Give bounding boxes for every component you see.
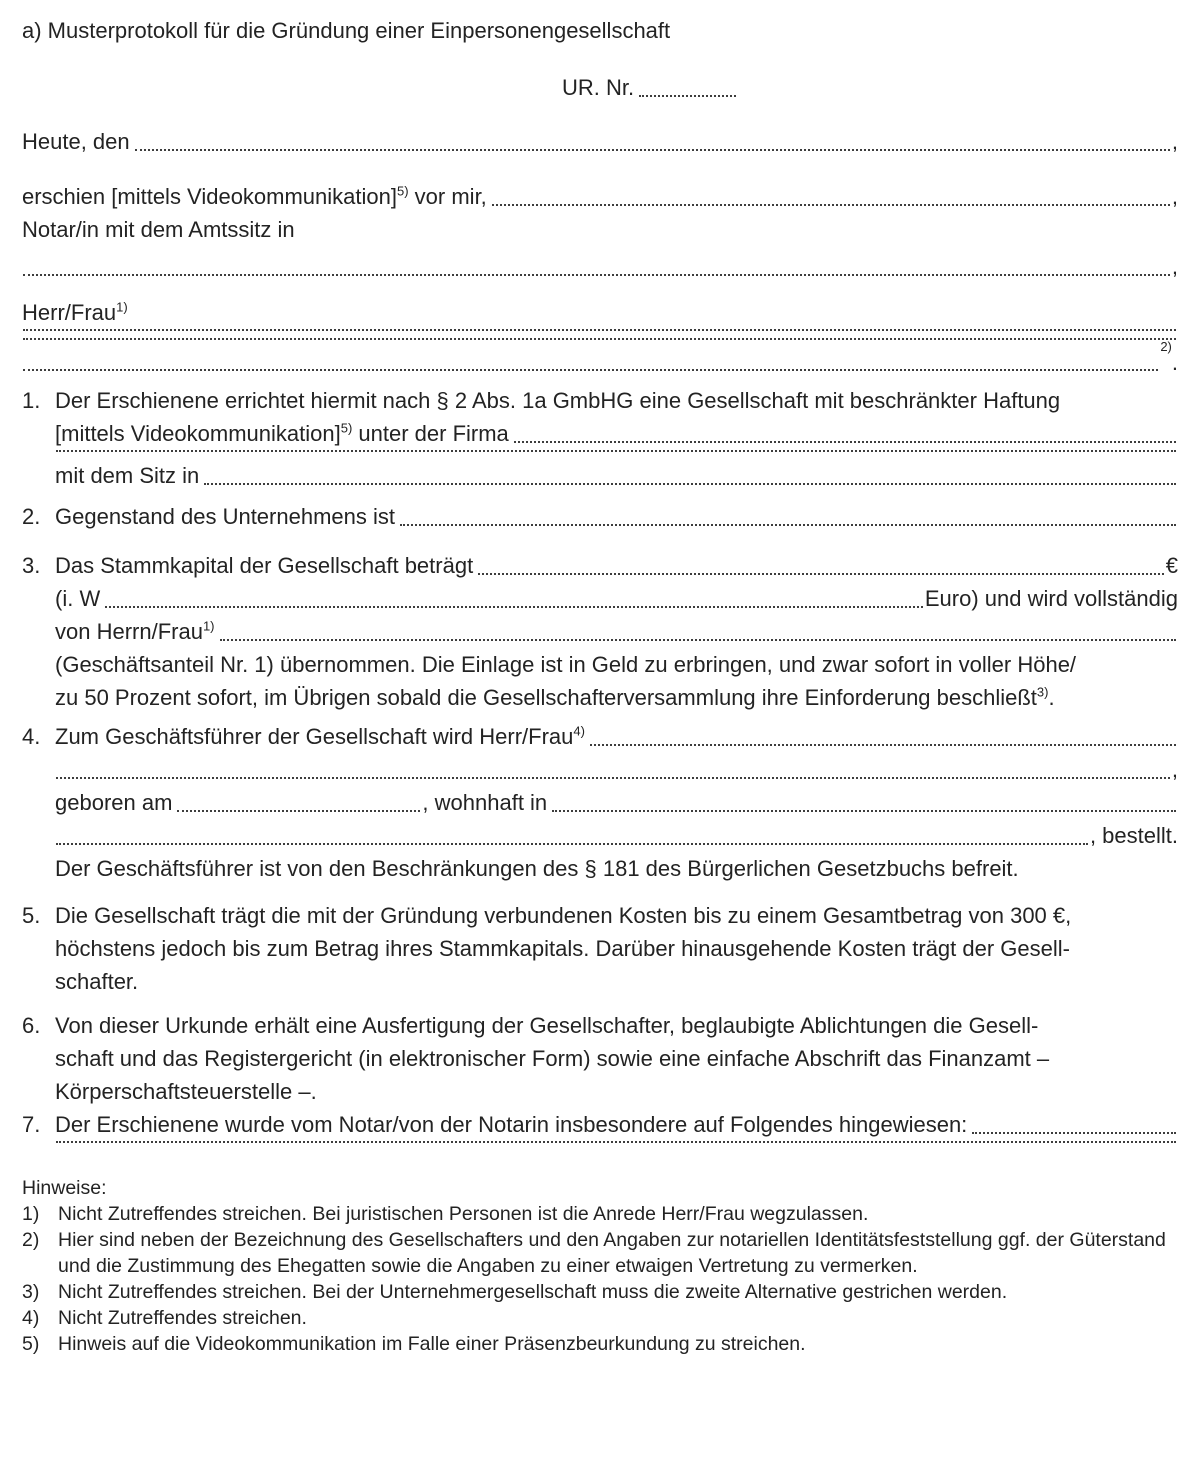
line-shareholder-blank-3 <box>22 339 1178 378</box>
fill-in-blank-notary-name <box>492 180 1170 206</box>
clause-1-line-1: Der Erschienene errichtet hiermit nach § 2 Abs. 1a GmbHG eine Gesellschaft mit beschränkter Haftung <box>55 388 1061 413</box>
footnote-row-1 <box>22 1201 1178 1227</box>
footnote-number: 5) <box>22 1333 40 1355</box>
footnote-row-3 <box>22 1279 1178 1305</box>
footnote-text: Nicht Zutreffendes streichen. <box>58 1307 307 1329</box>
clause-5-line-1: Die Gesellschaft trägt die mit der Gründung verbundenen Kosten bis zu einem Gesamtbetrag von 300 €, <box>55 903 1072 928</box>
clause-4 <box>22 720 1178 885</box>
footnote-ref-4: 4) <box>573 723 585 739</box>
clause-6-line-2: schaft und das Registergericht (in elektronischer Form) sowie eine einfache Abschrift das Finanzamt – <box>55 1046 1050 1071</box>
clause-7-line-2 <box>55 1141 1178 1150</box>
footnote-number: 2) <box>22 1229 40 1251</box>
fill-in-blank-notary-seat <box>23 250 1170 276</box>
clause-number: 5. <box>22 903 41 928</box>
clause-7-line-1: Der Erschienene wurde vom Notar/von der Notarin insbesondere auf Folgendes hingewiesen: <box>55 1108 1178 1141</box>
clause-6-line-1: Von dieser Urkunde erhält eine Ausfertigung der Gesellschafter, beglaubigte Ablichtungen die Gesell- <box>55 1013 1039 1038</box>
footnote-text: Nicht Zutreffendes streichen. Bei juristischen Personen ist die Anrede Herr/Frau wegzulassen. <box>58 1203 869 1225</box>
fill-in-blank-shareholder-2 <box>23 338 1176 340</box>
footnote-row-5 <box>22 1331 1178 1357</box>
fill-in-blank-advice-2 <box>56 1141 1176 1143</box>
appeared-label: erschien [mittels Videokommunikation]$^{5)}$ vor mir, <box>22 183 487 209</box>
clause-number: 3. <box>22 553 41 578</box>
line-suffix: . <box>1171 350 1178 375</box>
clause-5 <box>22 899 1178 998</box>
clause-number: 6. <box>22 1013 41 1038</box>
line-suffix: , bestellt. <box>1089 823 1178 848</box>
clause-3-line-3: von Herrn/Frau$^{1)}$ <box>55 615 1178 648</box>
euro-sign: € <box>1165 553 1178 578</box>
shareholder-label: Herr/Frau$^{1)}$ <box>22 299 128 325</box>
clause-number: 7. <box>22 1112 41 1137</box>
footnote-number: 1) <box>22 1203 40 1225</box>
ur-number-line <box>72 71 1200 104</box>
appearance-paragraph <box>22 180 1178 283</box>
clause-7 <box>22 1108 1178 1150</box>
line-shareholder-blank-1 <box>22 329 1178 338</box>
footnote-number: 3) <box>22 1281 40 1303</box>
footnote-row-2 <box>22 1227 1178 1279</box>
footnote-ref-3: 3) <box>1036 684 1049 700</box>
clause-6-line-3: Körperschaftsteuerstelle –. <box>55 1079 317 1104</box>
notary-seat-label: Notar/in mit dem Amtssitz in <box>22 217 295 242</box>
footnote-ref-1: 1) <box>202 618 215 634</box>
hinweise-section <box>22 1175 1178 1357</box>
page-title: a) Musterprotokoll für die Gründung einer Einpersonengesellschaft <box>22 18 671 43</box>
fill-in-blank-company-name-2 <box>56 450 1176 452</box>
clause-3-line-2: (i. W Euro) und wird vollständig <box>55 582 1178 615</box>
fill-in-blank-business-purpose <box>400 500 1176 526</box>
clause-3-line-5: zu 50 Prozent sofort, im Übrigen sobald die Gesellschafterversammlung ihre Einforderung beschließt$^{3)}$. <box>55 684 1055 710</box>
fill-in-blank-subscriber-name <box>220 615 1176 641</box>
fill-in-blank-ur-nr <box>639 71 736 97</box>
line-date <box>22 125 1178 158</box>
line-appeared <box>22 180 1178 213</box>
fill-in-blank-shareholder-1 <box>23 329 1176 331</box>
numbered-clauses <box>22 384 1178 1150</box>
footnote-text: Hinweis auf die Videokommunikation im Falle einer Präsenzbeurkundung zu streichen. <box>58 1333 806 1355</box>
date-label: Heute, den <box>22 129 130 154</box>
line-suffix: , <box>1171 757 1178 782</box>
clause-1-line-3 <box>55 450 1178 459</box>
clause-number: 1. <box>22 388 41 413</box>
footnote-number: 4) <box>22 1307 40 1329</box>
footnote-ref-5: 5) <box>397 183 409 199</box>
footnote-text: Hier sind neben der Bezeichnung des Gesellschafters und den Angaben zur notariellen Identitätsfeststellung ggf. der Güterstand und die Zustimmung des Ehegatten sowie die Angaben zu einer etwaigen Vertretung zu vermerken. <box>58 1229 1166 1277</box>
clause-4-line-2 <box>55 753 1178 786</box>
shareholder-paragraph <box>22 296 1178 378</box>
footnote-ref-2: 2) <box>1160 339 1172 354</box>
footnote-row-4 <box>22 1305 1178 1331</box>
fill-in-blank-birth-date <box>177 786 420 812</box>
fill-in-blank-residence-2 <box>56 819 1088 845</box>
clause-6 <box>22 1009 1178 1108</box>
hinweise-title: Hinweise: <box>22 1177 107 1199</box>
line-notary-seat-blank <box>22 250 1178 283</box>
clause-1 <box>22 384 1178 492</box>
fill-in-blank-capital-amount <box>478 549 1164 575</box>
fill-in-blank-shareholder-3 <box>23 347 1158 371</box>
clause-1-line-4: mit dem Sitz in <box>55 459 1178 492</box>
clause-5-line-3: schafter. <box>55 969 139 994</box>
line-shareholder-blank-2 <box>22 338 1178 347</box>
fill-in-blank-capital-words <box>105 582 923 608</box>
clause-number: 2. <box>22 504 41 529</box>
footnote-ref-5: 5) <box>340 420 353 436</box>
clause-number: 4. <box>22 724 41 749</box>
line-suffix: , <box>1171 254 1178 279</box>
footnote-text: Nicht Zutreffendes streichen. Bei der Unternehmergesellschaft muss die zweite Alternative gestrichen werden. <box>58 1281 1008 1303</box>
fill-in-blank-residence <box>552 786 1176 812</box>
clause-4-line-3: geboren am , wohnhaft in <box>55 786 1178 819</box>
line-suffix: , <box>1171 184 1178 209</box>
line-notary-seat <box>22 213 1178 246</box>
clause-4-line-5: Der Geschäftsführer ist von den Beschränkungen des § 181 des Bürgerlichen Gesetzbuchs befreit. <box>55 856 1019 881</box>
clause-4-line-1: Zum Geschäftsführer der Gesellschaft wird Herr/Frau$^{4)}$ <box>55 720 1178 753</box>
clause-3 <box>22 549 1178 714</box>
footnote-ref-1: 1) <box>116 299 128 315</box>
line-shareholder-label <box>22 296 1178 329</box>
ur-label: UR. Nr. <box>561 75 635 100</box>
fill-in-blank-company-seat <box>204 459 1176 485</box>
fill-in-blank-date <box>135 125 1170 151</box>
clause-3-line-4: (Geschäftsanteil Nr. 1) übernommen. Die Einlage ist in Geld zu erbringen, und zwar sofort in voller Höhe/ <box>55 652 1077 677</box>
line-suffix: , <box>1171 129 1178 154</box>
clause-4-line-4 <box>55 819 1178 852</box>
fill-in-blank-director-name-2 <box>56 753 1170 779</box>
fill-in-blank-advice <box>972 1108 1176 1134</box>
clause-1-line-2: [mittels Videokommunikation]$^{5)}$ unter der Firma <box>55 417 1178 450</box>
fill-in-blank-company-name <box>514 417 1176 443</box>
clause-5-line-2: höchstens jedoch bis zum Betrag ihres Stammkapitals. Darüber hinausgehende Kosten trägt der Gesell- <box>55 936 1070 961</box>
clause-2-line-1: Gegenstand des Unternehmens ist <box>55 500 1178 533</box>
clause-3-line-1: Das Stammkapital der Gesellschaft beträgt € <box>55 549 1178 582</box>
clause-2 <box>22 500 1178 533</box>
fill-in-blank-director-name <box>590 720 1176 746</box>
